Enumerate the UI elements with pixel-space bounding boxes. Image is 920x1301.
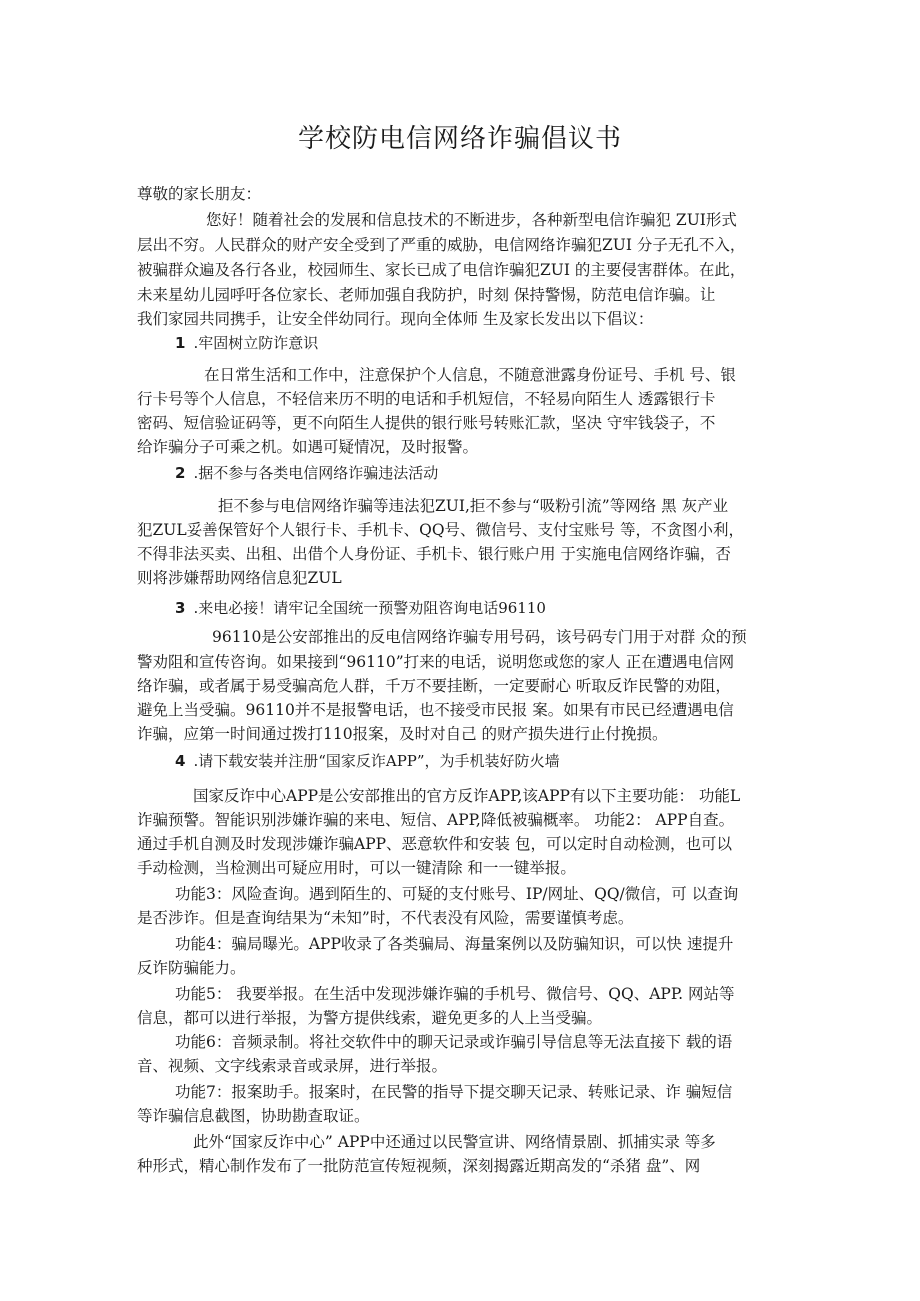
section-line: 96110是公安部推出的反电信网络诈骗专用号码，该号码专门用于对群 众的预 [212,628,747,646]
document-title: 学校防电信网络诈骗倡议书 [297,124,622,154]
section-number: 2 [175,464,186,482]
section-heading [175,461,438,485]
section-line: 此外“国家反诈中心” APP中还通过以民警宣讲、网络情景剧、抓捕实录 等多 [193,1133,716,1151]
section-line: 等诈骗信息截图，协助勘查取证。 [137,1107,370,1125]
section-line: 在日常生活和工作中，注意保护个人信息，不随意泄露身份证号、手机 号、银 [204,366,736,384]
section-line: 信息，都可以进行举报，为警方提供线索，避免更多的人上当受骗。 [137,1009,603,1027]
section-line: 功能5： 我要举报。在生活中发现涉嫌诈骗的手机号、微信号、QQ、APP. 网站等 [175,985,735,1003]
section-number: 4 [175,752,186,770]
section-line: 给诈骗分子可乘之机。如遇可疑情况，及时报警。 [137,438,479,456]
section-line: 密码、短信验证码等，更不向陌生人提供的银行账号转账汇款，坚决 守牢钱袋子，不 [137,414,716,432]
section-line: 通过手机自测及时发现涉嫌诈骗APP、恶意软件和安装 包，可以定时自动检测，也可以 [137,835,732,853]
section-number: 3 [175,599,186,617]
section-line: 是否涉诈。但是查询结果为“未知”时，不代表没有风险，需要谨慎考虑。 [137,909,634,927]
section-heading-text: .来电必接！请牢记全国统一预警劝阻咨询电话96110 [193,599,546,617]
section-line: 犯ZUL妥善保管好个人银行卡、手机卡、QQ号、微信号、支付宝账号 等，不贪图小利， [137,521,744,539]
section-line: 种形式，精心制作发布了一批防范宣传短视频，深刻揭露近期高发的“杀猪 盘”、网 [137,1157,701,1175]
section-line: 诈骗，应第一时间通过拨打110报案，及时对自己 的财产损失进行止付挽损。 [137,725,668,743]
intro-line: 层出不穷。人民群众的财产安全受到了严重的威胁，电信网络诈骗犯ZUI 分子无孔不入， [137,236,746,254]
section-line: 络诈骗，或者属于易受骗高危人群，千万不要挂断，一定要耐心 听取反诈民警的劝阻， [137,677,731,695]
section-line: 行卡号等个人信息，不轻信来历不明的电话和手机短信，不轻易向陌生人 透露银行卡 [137,390,716,408]
section-line: 警劝阻和宣传咨询。如果接到“96110”打来的电话，说明您或您的家人 正在遭遇电信网 [137,653,735,671]
section-line: 则将涉嫌帮助网络信息犯ZUL [137,569,342,587]
section-heading [175,331,318,355]
section-line: 不得非法买卖、出租、出借个人身份证、手机卡、银行账户用 于实施电信网络诈骗，否 [137,545,731,563]
section-heading [175,749,560,773]
section-heading [175,596,546,620]
section-heading-text: .牢固树立防诈意识 [193,334,319,352]
section-line: 国家反诈中心APP是公安部推出的官方反诈APP,该APP有以下主要功能： 功能L [193,787,741,805]
intro-line: 您好！随着社会的发展和信息技术的不断进步，各种新型电信诈骗犯 ZUI形式 [206,211,737,229]
section-line: 功能7：报案助手。报案时，在民警的指导下提交聊天记录、转账记录、诈 骗短信 [175,1083,733,1101]
section-line: 拒不参与电信网络诈骗等违法犯ZUI,拒不参与“吸粉引流”等网络 黑 灰产业 [218,497,729,515]
section-line: 功能3：风险查询。遇到陌生的、可疑的支付账号、IP/网址、QQ/微信，可 以查询 [175,885,739,903]
section-heading-text: .请下载安装并注册“国家反诈APP”，为手机装好防火墙 [193,752,560,770]
section-line: 音、视频、文字线索录音或录屏，进行举报。 [137,1057,448,1075]
section-heading-text: .据不参与各类电信网络诈骗违法活动 [193,464,439,482]
section-line: 诈骗预警。智能识别涉嫌诈骗的来电、短信、APP,降低被骗概率。 功能2： APP自查。 [137,811,735,829]
intro-line: 被骗群众遍及各行各业，校园师生、家长已成了电信诈骗犯ZUI 的主要侵害群体。在此， [137,261,746,279]
section-line: 手动检测，当检测出可疑应用时，可以一键清除 和一一键举报。 [137,859,576,877]
intro-line: 我们家园共同携手，让安全伴幼同行。现向全体师 生及家长发出以下倡议： [137,310,654,328]
section-line: 反诈防骗能力。 [137,959,246,977]
salutation: 尊敬的家长朋友： [137,185,262,203]
section-line: 功能6：音频录制。将社交软件中的聊天记录或诈骗引导信息等无法直接下 载的语 [175,1033,733,1051]
section-number: 1 [175,334,186,352]
section-line: 功能4：骗局曝光。APP收录了各类骗局、海量案例以及防骗知识，可以快 速提升 [175,935,734,953]
intro-line: 未来星幼儿园呼吁各位家长、老师加强自我防护，时刻 保持警惕，防范电信诈骗。让 [137,286,716,304]
section-line: 避免上当受骗。96110并不是报警电话，也不接受市民报 案。如果有市民已经遭遇电信 [137,701,734,719]
